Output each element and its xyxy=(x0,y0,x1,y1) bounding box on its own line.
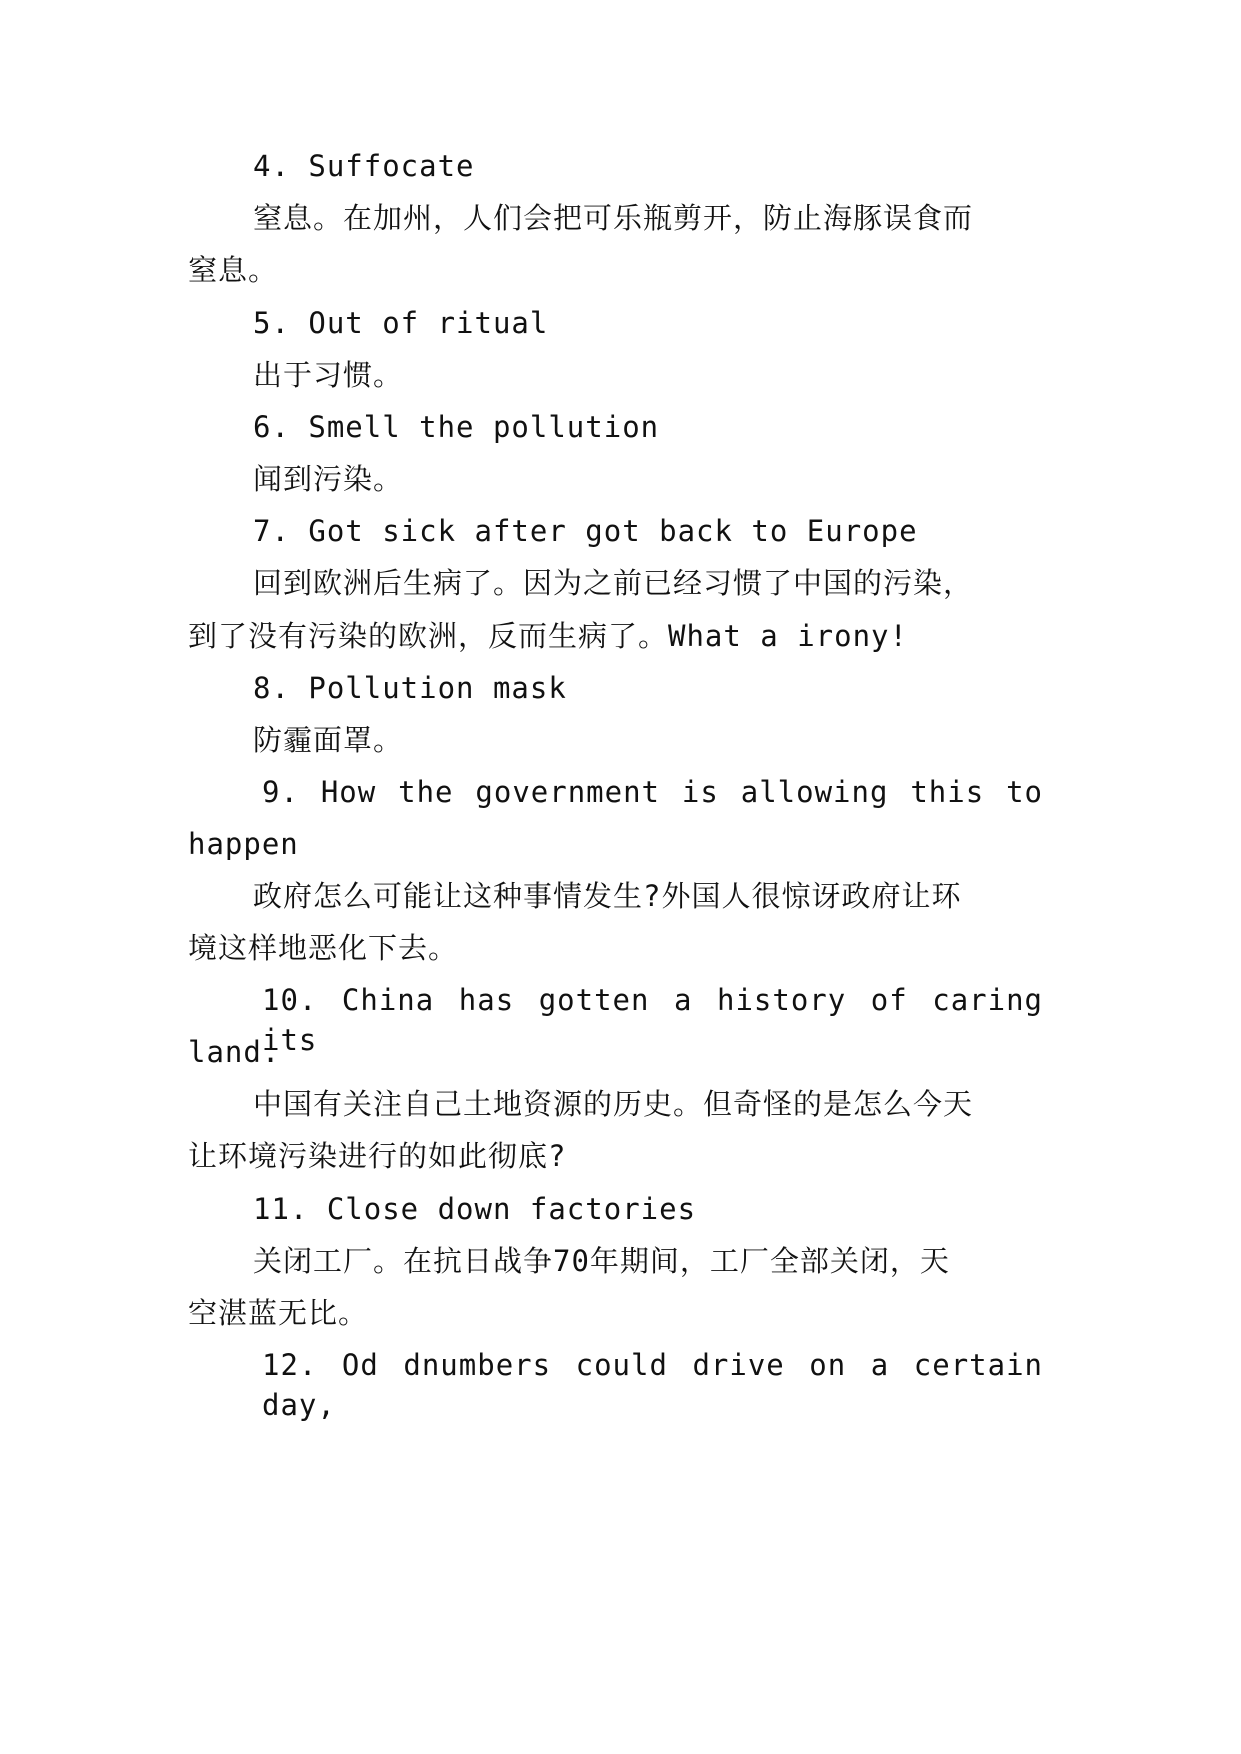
paragraph-line: land. xyxy=(188,1035,281,1069)
item-heading-12: 12. Od dnumbers could drive on a certain day, xyxy=(262,1348,1043,1422)
paragraph-line: 境这样地恶化下去。 xyxy=(188,931,459,965)
paragraph-line: happen xyxy=(188,827,299,861)
paragraph-line: 窒息。在加州，人们会把可乐瓶剪开，防止海豚误食而 xyxy=(253,201,974,235)
paragraph-line: 政府怎么可能让这种事情发生?外国人很惊讶政府让环 xyxy=(253,879,962,913)
paragraph-line: 回到欧洲后生病了。因为之前已经习惯了中国的污染， xyxy=(253,566,974,600)
item-heading-10: 10. China has gotten a history of caring its xyxy=(262,983,1043,1057)
paragraph-line: 窒息。 xyxy=(188,253,279,287)
paragraph-line: 空湛蓝无比。 xyxy=(188,1296,369,1330)
paragraph-line: 到了没有污染的欧洲，反而生病了。What a irony! xyxy=(188,619,908,653)
item-heading-11: 11. Close down factories xyxy=(253,1192,697,1226)
item-heading-4: 4. Suffocate xyxy=(253,149,475,183)
paragraph-line: 出于习惯。 xyxy=(253,358,404,392)
item-heading-5: 5. Out of ritual xyxy=(253,306,549,340)
item-heading-9: 9. How the government is allowing this to xyxy=(262,775,1043,809)
paragraph-line: 中国有关注自己土地资源的历史。但奇怪的是怎么今天 xyxy=(253,1087,974,1121)
item-heading-6: 6. Smell the pollution xyxy=(253,410,660,444)
paragraph-line: 闻到污染。 xyxy=(253,462,404,496)
item-heading-7: 7. Got sick after got back to Europe xyxy=(253,514,918,548)
paragraph-line: 防霾面罩。 xyxy=(253,723,404,757)
paragraph-line: 让环境污染进行的如此彻底? xyxy=(188,1139,567,1173)
item-heading-8: 8. Pollution mask xyxy=(253,671,567,705)
paragraph-line: 关闭工厂。在抗日战争70年期间，工厂全部关闭，天 xyxy=(253,1244,950,1278)
